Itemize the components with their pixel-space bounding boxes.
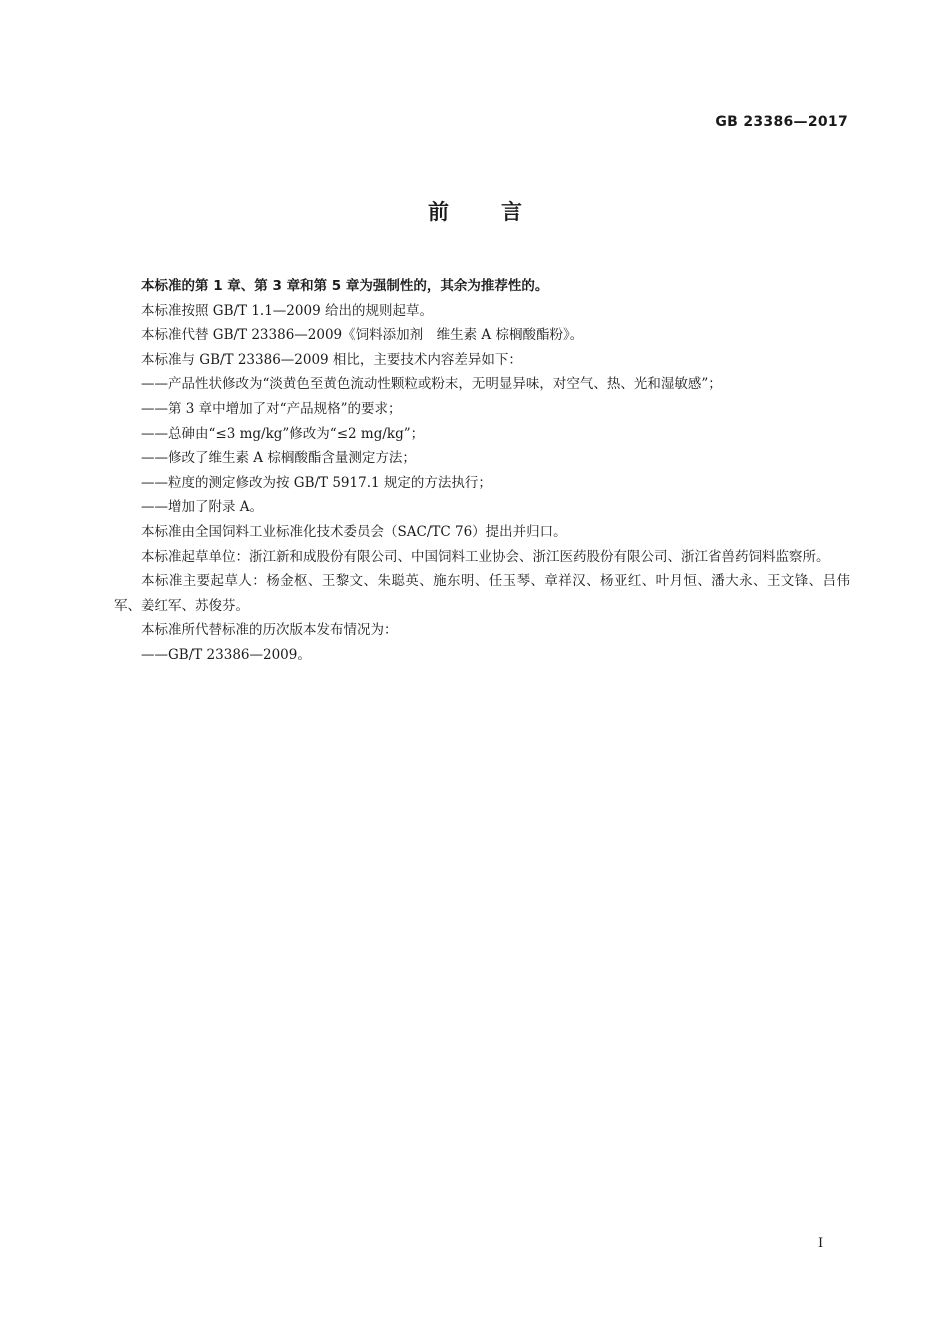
- page-number: I: [818, 1236, 824, 1251]
- version-history-intro: 本标准所代替标准的历次版本发布情况为：: [141, 622, 398, 639]
- change-item: ——粒度的测定修改为按 GB/T 5917.1 规定的方法执行；: [141, 474, 492, 491]
- proposer-statement: 本标准由全国饲料工业标准化技术委员会（SAC/TC 76）提出并归口。: [141, 523, 567, 540]
- replacement-statement: 本标准代替 GB/T 23386—2009《饲料添加剂 维生素 A 棕榈酸酯粉》。: [141, 327, 584, 344]
- preface-body: [114, 274, 850, 668]
- change-item: ——第 3 章中增加了对“产品规格”的要求；: [141, 400, 402, 417]
- mandatory-clause-statement: 本标准的第 1 章、第 3 章和第 5 章为强制性的，其余为推荐性的。: [141, 278, 549, 294]
- drafting-rules-statement: 本标准按照 GB/T 1.1—2009 给出的规则起草。: [141, 302, 433, 319]
- version-history-item: ——GB/T 23386—2009。: [141, 646, 311, 663]
- change-item: ——产品性状修改为“淡黄色至黄色流动性颗粒或粉末，无明显异味，对空气、热、光和湿敏感”；: [141, 376, 722, 393]
- drafting-units: 本标准起草单位：浙江新和成股份有限公司、中国饲料工业协会、浙江医药股份有限公司、浙江省兽药饲料监察所。: [141, 548, 830, 565]
- changes-intro: 本标准与 GB/T 23386—2009 相比，主要技术内容差异如下：: [141, 351, 522, 368]
- page-title: 前言: [428, 200, 574, 224]
- change-item: ——修改了维生素 A 棕榈酸酯含量测定方法；: [141, 450, 416, 467]
- change-item: ——总砷由“≤3 mg/kg”修改为“≤2 mg/kg”；: [141, 425, 425, 442]
- change-item: ——增加了附录 A。: [141, 499, 264, 516]
- standard-code: GB 23386—2017: [715, 114, 848, 130]
- drafters: 本标准主要起草人：杨金枢、王黎文、朱聪英、施东明、任玉琴、章祥汉、杨亚红、叶月恒、潘大永、王文锋、吕伟军、姜红军、苏俊芬。: [114, 573, 850, 614]
